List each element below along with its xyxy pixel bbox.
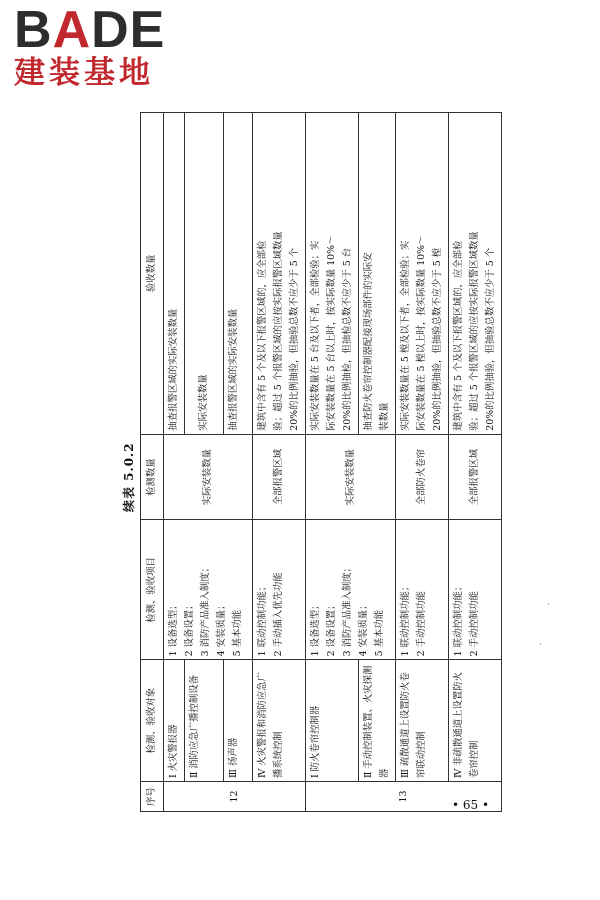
logo-subtitle: 建装基地 bbox=[14, 55, 154, 91]
acceptance-table bbox=[140, 112, 502, 812]
items-cell: 1 设备选型； 2 设备设置； 3 消防产品准入制度； 4 安装质量； 5 基本功能 bbox=[306, 520, 396, 660]
header-object: 检测、验收对象 bbox=[141, 660, 164, 782]
table-caption: 续表 5.0.2 bbox=[122, 442, 136, 512]
header-qty: 检测数量 bbox=[141, 434, 164, 520]
header-accept-qty: 验收数量 bbox=[141, 113, 164, 435]
items-cell: 1 联动控制功能； 2 手动控制功能 bbox=[449, 520, 502, 660]
object-cell: Ⅰ 防火卷帘控制器 bbox=[306, 660, 359, 782]
seq-cell: 12 bbox=[164, 782, 306, 812]
table-row bbox=[396, 113, 449, 812]
object-cell: Ⅳ 非疏散通道上设置防火卷帘控制 bbox=[449, 660, 502, 782]
items-cell: 1 设备选型； 2 设备设置； 3 消防产品准入制度； 4 安装质量； 5 基本功能 bbox=[164, 520, 253, 660]
table-row bbox=[164, 113, 185, 812]
object-cell: Ⅲ 扬声器 bbox=[224, 660, 253, 782]
page-number: • 65 • bbox=[452, 798, 490, 812]
header-items: 检测、验收项目 bbox=[141, 520, 164, 660]
qty-cell: 全部防火卷帘 bbox=[396, 434, 449, 520]
object-cell: Ⅳ 火灾警报和消防应急广播系统控制 bbox=[253, 660, 306, 782]
accept-cell: 实际安装数量在 5 樘及以下者，全部检验；实 际安装数量在 5 樘以上时，按实际数量 10%～ 20%的比例抽验，但抽验总数不应少于 5 樘 bbox=[396, 113, 449, 435]
table-row bbox=[449, 113, 502, 812]
object-cell: Ⅲ 疏散通道上设置防火卷帘联动控制 bbox=[396, 660, 449, 782]
rotated-table-page bbox=[116, 112, 583, 812]
header-seq: 序号 bbox=[141, 782, 164, 812]
logo bbox=[14, 1, 184, 91]
accept-cell: 抽查报警区域的实际安装数量 bbox=[224, 113, 253, 435]
qty-cell: 全部报警区域 bbox=[449, 434, 502, 520]
table-row bbox=[306, 113, 359, 812]
items-cell: 1 联动控制功能； 2 手动插入优先功能 bbox=[253, 520, 306, 660]
accept-cell: 建筑中含有 5 个及以下报警区域的，应全部检 验；超过 5 个报警区域的应按实际报警区域数量 20%的比例抽验，但抽验总数不应少于 5 个 bbox=[449, 113, 502, 435]
header-row bbox=[141, 113, 164, 812]
accept-cell: 实际安装数量在 5 台及以下者，全部检验；实 际安装数量在 5 台以上时，按实际数量 10%～ 20%的比例抽检，但抽检总数不应少于 5 台 bbox=[306, 113, 359, 435]
accept-cell: 建筑中含有 5 个及以下报警区域的，应全部检 验；超过 5 个报警区域的应按实际报警区域数量 20%的比例抽验，但抽验总数不应少于 5 个 bbox=[253, 113, 306, 435]
logo-wordmark: BADE bbox=[14, 1, 166, 59]
object-cell: Ⅱ 手动控制装置、火灾探测器 bbox=[359, 660, 396, 782]
seq-cell: 13 bbox=[306, 782, 502, 812]
accept-cell: 抽查报警区域的实际安装数量 bbox=[164, 113, 185, 435]
items-cell: 1 联动控制功能； 2 手动控制功能 bbox=[396, 520, 449, 660]
scan-speck: · bbox=[539, 640, 542, 650]
object-cell: Ⅰ 火灾警报器 bbox=[164, 660, 185, 782]
table-row bbox=[253, 113, 306, 812]
qty-cell: 实际安装数量 bbox=[164, 434, 253, 520]
accept-cell: 抽查防火卷帘控制器配接现场部件的实际安 装数量 bbox=[359, 113, 396, 435]
accept-cell: 实际安装数量 bbox=[185, 113, 224, 435]
qty-cell: 全部报警区域 bbox=[253, 434, 306, 520]
object-cell: Ⅱ 消防应急广播控制设备 bbox=[185, 660, 224, 782]
qty-cell: 实际安装数量 bbox=[306, 434, 396, 520]
scan-speck: · bbox=[547, 600, 550, 610]
